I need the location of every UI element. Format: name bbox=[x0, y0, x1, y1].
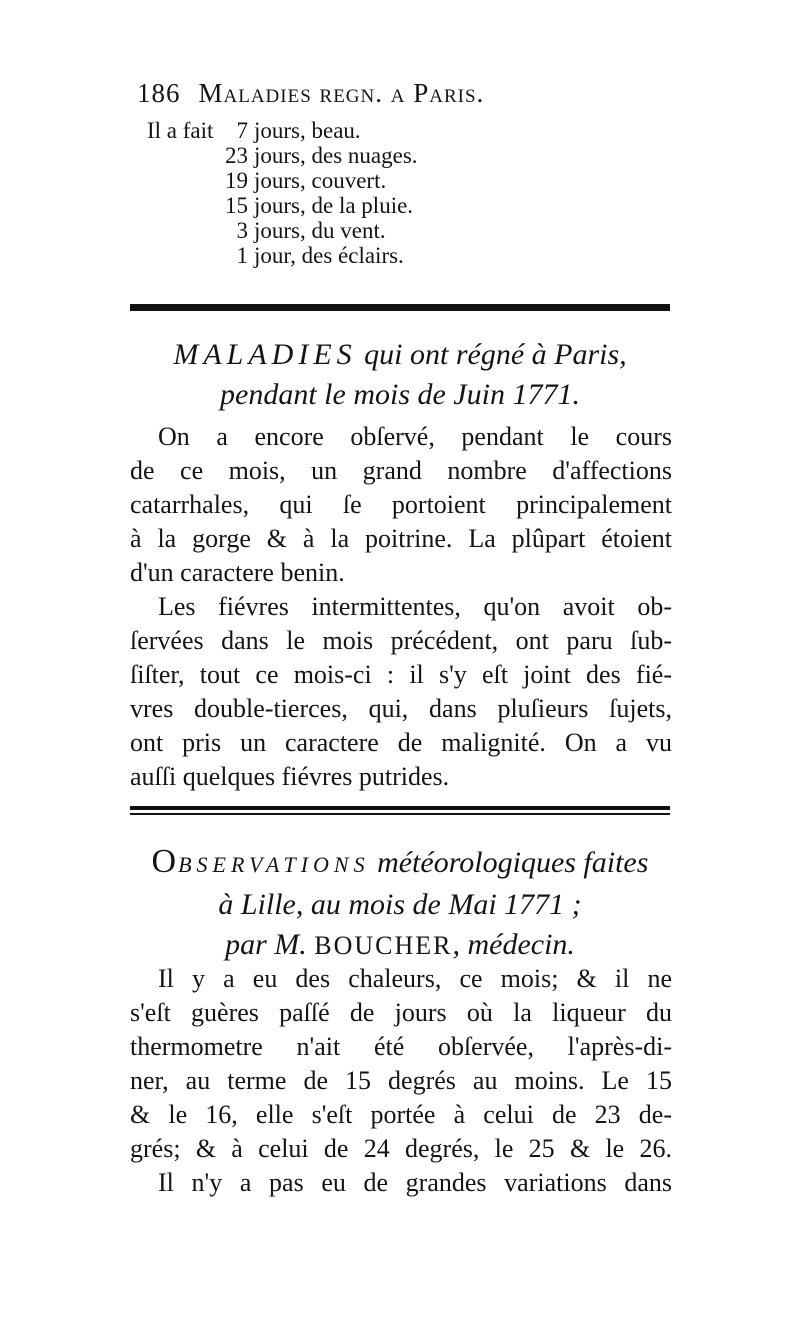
weather-count: 1 bbox=[236, 243, 248, 268]
weather-count: 19 bbox=[225, 168, 248, 193]
section-heading bbox=[130, 842, 670, 966]
heading-line: pendant le mois de Juin 1771. bbox=[220, 378, 580, 411]
text-line: & le 16, elle s'eſt portée à celui de 23 de- bbox=[130, 1100, 672, 1129]
weather-text: jours, des nuages. bbox=[254, 143, 418, 168]
weather-text: jours, couvert. bbox=[254, 168, 387, 193]
weather-count: 23 bbox=[225, 143, 248, 168]
text-line: à la gorge & à la poitrine. La plûpart étoient bbox=[130, 524, 672, 553]
section-heading bbox=[130, 335, 670, 415]
weather-count: 15 bbox=[225, 193, 248, 218]
heading-caps: BSERVATIONS bbox=[178, 852, 370, 877]
text-line: catarrhales, qui ſe portoient principalement bbox=[130, 490, 672, 519]
weather-count: 7 bbox=[236, 118, 248, 143]
section-divider bbox=[130, 806, 670, 815]
weather-row bbox=[150, 168, 510, 193]
weather-row bbox=[147, 118, 510, 143]
text-line: Il n'y a pas eu de grandes variations dans bbox=[158, 1168, 672, 1197]
text-line: thermometre n'ait été obſervée, l'après-di- bbox=[130, 1032, 672, 1061]
text-line: On a encore obſervé, pendant le cours bbox=[158, 422, 672, 451]
page-number: 186 bbox=[137, 78, 181, 108]
section-divider bbox=[130, 304, 670, 311]
author-name: BOUCHER bbox=[314, 931, 453, 960]
text-line: ſiſter, tout ce mois-ci : il s'y eſt joint des fié- bbox=[130, 660, 672, 689]
heading-line bbox=[130, 925, 670, 966]
heading-rest: météorologiques faites bbox=[377, 846, 649, 879]
text-line: vres double-tierces, qui, dans pluſieurs ſujets, bbox=[130, 694, 672, 723]
text-line: Les fiévres intermittentes, qu'on avoit ob- bbox=[158, 592, 672, 621]
weather-row bbox=[150, 193, 510, 218]
heading-line bbox=[130, 335, 670, 375]
text-line: ſervées dans le mois précédent, ont paru ſub- bbox=[130, 626, 672, 655]
text-line: auſſi quelques fiévres putrides. bbox=[130, 762, 450, 791]
heading-prefix: par M. bbox=[225, 928, 307, 961]
weather-row bbox=[150, 243, 510, 268]
heading-initial: O bbox=[151, 843, 179, 880]
paragraph-block bbox=[130, 962, 672, 1200]
heading-line bbox=[130, 842, 670, 885]
heading-suffix: , médecin. bbox=[452, 928, 575, 961]
text-line: ner, au terme de 15 degrés au moins. Le 15 bbox=[130, 1066, 672, 1095]
text-line: s'eſt guères paſſé de jours où la liqueur du bbox=[130, 998, 672, 1027]
text-line: Il y a eu des chaleurs, ce mois; & il ne bbox=[158, 964, 672, 993]
weather-row bbox=[150, 143, 510, 168]
paragraph-block bbox=[130, 420, 672, 794]
text-line: de ce mois, un grand nombre d'affections bbox=[130, 456, 672, 485]
weather-text: jours, du vent. bbox=[254, 218, 386, 243]
text-line: ont pris un caractere de malignité. On a vu bbox=[130, 728, 672, 757]
running-header bbox=[137, 78, 484, 109]
heading-line: à Lille, au mois de Mai 1771 ; bbox=[218, 888, 582, 921]
weather-count: 3 bbox=[236, 218, 248, 243]
weather-summary bbox=[147, 118, 510, 268]
heading-caps: MALADIES bbox=[173, 338, 357, 371]
weather-text: jour, des éclairs. bbox=[254, 243, 404, 268]
weather-text: jours, de la pluie. bbox=[254, 193, 414, 218]
running-title: Maladies regn. a Paris. bbox=[198, 78, 485, 108]
heading-rest: qui ont régné à Paris, bbox=[364, 338, 627, 371]
text-line: grés; & à celui de 24 degrés, le 25 & le 26. bbox=[130, 1134, 672, 1163]
weather-text: jours, beau. bbox=[254, 118, 361, 143]
text-line: d'un caractere benin. bbox=[130, 558, 345, 587]
weather-lead: Il a fait bbox=[147, 118, 214, 143]
weather-row bbox=[150, 218, 510, 243]
